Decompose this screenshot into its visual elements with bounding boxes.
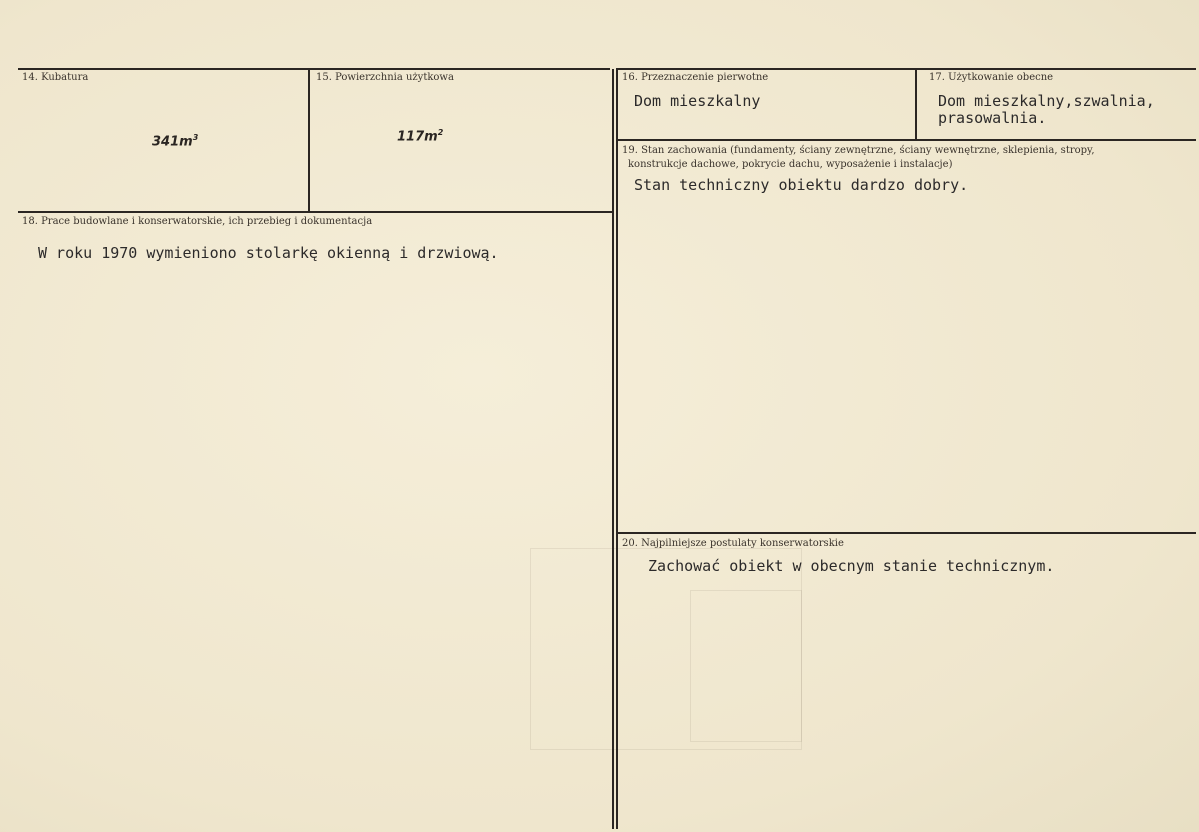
rule-above-19 — [616, 139, 1196, 141]
center-divider — [612, 69, 614, 829]
field-14-number: 341m — [152, 134, 193, 150]
field-17-label: 17. Użytkowanie obecne — [929, 72, 1054, 83]
field-15-unit-exponent: 2 — [437, 128, 444, 137]
field-14-label: 14. Kubatura — [22, 72, 89, 83]
field-14-value — [152, 133, 198, 149]
top-rule-right — [616, 68, 1196, 70]
rule-above-20 — [616, 532, 1196, 534]
right-frame-left — [616, 69, 618, 829]
divider-16-17 — [915, 69, 917, 139]
field-15-number: 117m — [397, 129, 438, 145]
field-18-value: W roku 1970 wymieniono stolarkę okienną i drzwiową. — [38, 244, 499, 262]
field-15-value — [397, 128, 443, 144]
top-rule-left — [18, 68, 610, 70]
field-15-label: 15. Powierzchnia użytkowa — [316, 72, 454, 83]
field-16-label: 16. Przeznaczenie pierwotne — [622, 72, 769, 83]
field-19-label-line2: konstrukcje dachowe, pokrycie dachu, wyposażenie i instalacje) — [628, 159, 953, 170]
field-19-label-line1: 19. Stan zachowania (fundamenty, ściany zewnętrzne, ściany wewnętrzne, sklepienia, stropy, — [622, 145, 1095, 156]
field-20-value: Zachować obiekt w obecnym stanie technicznym. — [648, 557, 1055, 575]
field-17-value-line2: prasowalnia. — [938, 109, 1047, 127]
field-19-value: Stan techniczny obiektu dardzo dobry. — [634, 176, 969, 194]
field-18-label: 18. Prace budowlane i konserwatorskie, ich przebieg i dokumentacja — [22, 216, 373, 227]
rule-above-18 — [18, 211, 612, 213]
field-14-unit-exponent: 3 — [192, 133, 199, 142]
divider-14-15 — [308, 69, 310, 211]
field-17-value-line1: Dom mieszkalny,szwalnia, — [938, 92, 1155, 110]
field-16-value: Dom mieszkalny — [634, 92, 761, 110]
bleed-through-mark — [690, 590, 802, 742]
field-20-label: 20. Najpilniejsze postulaty konserwatorskie — [622, 538, 844, 549]
